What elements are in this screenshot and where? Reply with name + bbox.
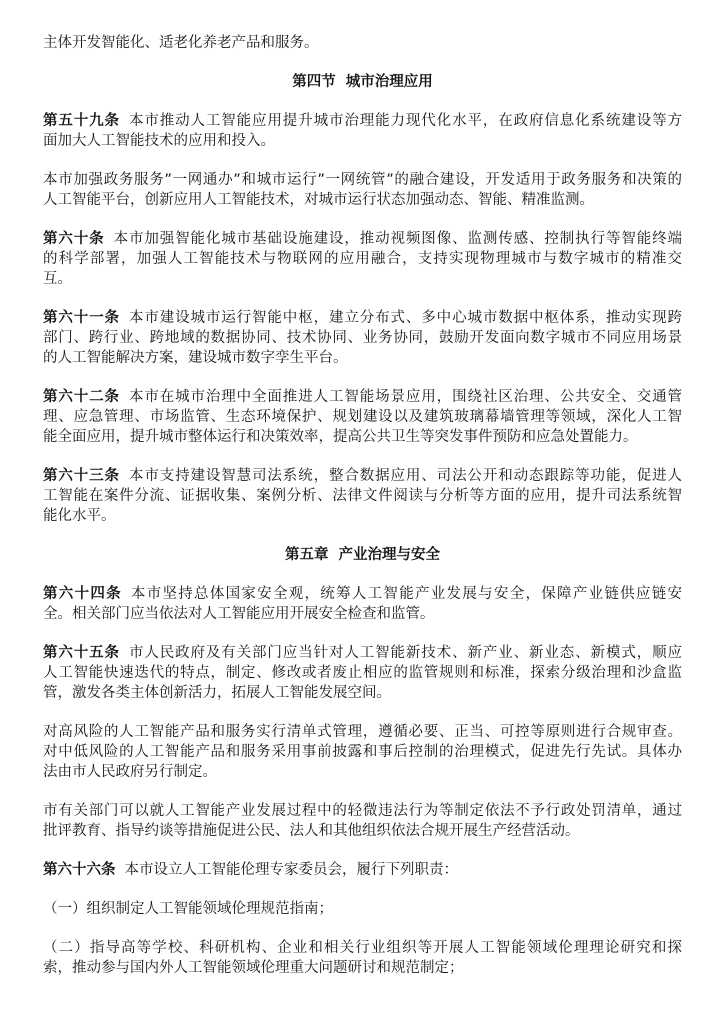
article-paragraph bbox=[43, 584, 682, 624]
article-paragraph bbox=[43, 229, 682, 289]
line-text: 对中低风险的人工智能产品和服务采用事前披露和事后控制的治理模式，促进先行先试。具体办 bbox=[43, 744, 682, 760]
line-text: 本市设立人工智能伦理专家委员会，履行下列职责： bbox=[124, 862, 458, 878]
line-text: 本市支持建设智慧司法系统，整合数据应用、司法公开和动态跟踪等功能，促进人 bbox=[128, 468, 682, 484]
text-line bbox=[43, 131, 682, 151]
line-text: 对高风险的人工智能产品和服务实行清单式管理，遵循必要、正当、可控等原则进行合规审查。 bbox=[43, 724, 682, 740]
article-number: 第六十四条 bbox=[43, 586, 122, 602]
line-text: 管，激发各类主体创新活力，拓展人工智能发展空间。 bbox=[43, 685, 391, 701]
article-paragraph bbox=[43, 643, 682, 703]
article-paragraph bbox=[43, 111, 682, 151]
text-line bbox=[43, 683, 682, 703]
article-number: 第五十九条 bbox=[43, 113, 120, 129]
text-line bbox=[43, 427, 682, 447]
text-line bbox=[43, 801, 682, 821]
text-line bbox=[43, 387, 682, 407]
line-text: 能全面应用，提升城市整体运行和决策效率，提高公共卫生等突发事件预防和应急处置能力。 bbox=[43, 429, 638, 445]
text-line bbox=[43, 466, 682, 486]
line-text: 本市推动人工智能应用提升城市治理能力现代化水平，在政府信息化系统建设等方 bbox=[128, 113, 682, 129]
heading-title: 产业治理与安全 bbox=[338, 547, 440, 563]
line-text: 主体开发智能化、适老化养老产品和服务。 bbox=[43, 35, 319, 51]
text-line bbox=[43, 958, 682, 978]
text-line bbox=[43, 190, 682, 210]
article-number: 第六十一条 bbox=[43, 310, 120, 326]
text-line bbox=[43, 170, 682, 190]
text-line bbox=[43, 742, 682, 762]
line-text: 本市坚持总体国家安全观，统筹人工智能产业发展与安全，保障产业链供应链安 bbox=[130, 586, 682, 602]
article-paragraph bbox=[43, 466, 682, 526]
heading-number: 第五章 bbox=[285, 547, 329, 563]
text-line bbox=[43, 308, 682, 328]
paragraph bbox=[43, 899, 682, 919]
line-text: 全。相关部门应当依法对人工智能应用开展安全检查和监管。 bbox=[43, 606, 435, 622]
text-line bbox=[43, 860, 682, 880]
paragraph bbox=[43, 801, 682, 841]
paragraph bbox=[43, 33, 682, 53]
line-text: 索，推动参与国内外人工智能领域伦理重大问题研讨和规范制定； bbox=[43, 960, 464, 976]
line-text: 法由市人民政府另行制定。 bbox=[43, 764, 217, 780]
line-text: （二）指导高等学校、科研机构、企业和相关行业组织等开展人工智能领域伦理理论研究和探 bbox=[43, 940, 682, 956]
line-text: 本市加强政务服务”一网通办”和城市运行”一网统管”的融合建设，开发适用于政务服务和决策的 bbox=[43, 172, 682, 188]
section-heading bbox=[43, 545, 682, 565]
line-text: 理、应急管理、市场监管、生态环境保护、规划建设以及建筑玻璃幕墙管理等领域，深化人工智 bbox=[43, 409, 682, 425]
line-text: 能化水平。 bbox=[43, 508, 116, 524]
article-paragraph bbox=[43, 860, 682, 880]
text-line bbox=[43, 249, 682, 269]
line-text: 本市在城市治理中全面推进人工智能场景应用，围绕社区治理、公共安全、交通管 bbox=[128, 389, 682, 405]
line-text: （一）组织制定人工智能领域伦理规范指南； bbox=[43, 901, 333, 917]
text-line bbox=[43, 486, 682, 506]
text-line bbox=[43, 506, 682, 526]
text-line bbox=[43, 643, 682, 663]
text-line bbox=[43, 229, 682, 249]
text-line bbox=[43, 111, 682, 131]
line-text: 市人民政府及有关部门应当针对人工智能新技术、新产业、新业态、新模式，顺应 bbox=[128, 645, 682, 661]
paragraph bbox=[43, 722, 682, 782]
paragraph bbox=[43, 170, 682, 210]
heading-title: 城市治理应用 bbox=[345, 74, 433, 90]
heading-number: 第四节 bbox=[292, 74, 336, 90]
article-number: 第六十五条 bbox=[43, 645, 120, 661]
article-paragraph bbox=[43, 308, 682, 368]
line-text: 工智能在案件分流、证据收集、案例分析、法律文件阅读与分析等方面的应用，提升司法系统智 bbox=[43, 488, 682, 504]
text-line bbox=[43, 762, 682, 782]
paragraph bbox=[43, 938, 682, 978]
line-text: 部门、跨行业、跨地域的数据协同、技术协同、业务协同，鼓励开发面向数字城市不同应用场景 bbox=[43, 330, 682, 346]
text-line bbox=[43, 269, 682, 289]
text-line bbox=[43, 604, 682, 624]
article-number: 第六十条 bbox=[43, 231, 105, 247]
line-text: 市有关部门可以就人工智能产业发展过程中的轻微违法行为等制定依法不予行政处罚清单，通过 bbox=[43, 803, 682, 819]
text-line bbox=[43, 663, 682, 683]
text-line bbox=[43, 328, 682, 348]
text-line bbox=[43, 407, 682, 427]
line-text: 本市加强智能化城市基础设施建设，推动视频图像、监测传感、控制执行等智能终端 bbox=[113, 231, 682, 247]
line-text: 面加大人工智能技术的应用和投入。 bbox=[43, 133, 275, 149]
article-paragraph bbox=[43, 387, 682, 447]
line-text: 的人工智能解决方案，建设城市数字孪生平台。 bbox=[43, 350, 348, 366]
text-line bbox=[43, 348, 682, 368]
document-body bbox=[43, 33, 682, 997]
text-line bbox=[43, 821, 682, 841]
article-number: 第六十六条 bbox=[43, 862, 116, 878]
line-text: 人工智能快速迭代的特点，制定、修改或者废止相应的监管规则和标准，探索分级治理和沙盒监 bbox=[43, 665, 682, 681]
line-text: 本市建设城市运行智能中枢，建立分布式、多中心城市数据中枢体系，推动实现跨 bbox=[128, 310, 682, 326]
line-text: 批评教育、指导约谈等措施促进公民、法人和其他组织依法合规开展生产经营活动。 bbox=[43, 823, 580, 839]
text-line bbox=[43, 899, 682, 919]
text-line bbox=[43, 584, 682, 604]
text-line bbox=[43, 722, 682, 742]
line-text: 互。 bbox=[43, 271, 72, 287]
article-number: 第六十二条 bbox=[43, 389, 120, 405]
section-heading bbox=[43, 72, 682, 92]
text-line bbox=[43, 33, 682, 53]
text-line bbox=[43, 938, 682, 958]
line-text: 人工智能平台，创新应用人工智能技术，对城市运行状态加强动态、智能、精准监测。 bbox=[43, 192, 594, 208]
line-text: 的科学部署，加强人工智能技术与物联网的应用融合，支持实现物理城市与数字城市的精准交 bbox=[43, 251, 682, 267]
article-number: 第六十三条 bbox=[43, 468, 120, 484]
